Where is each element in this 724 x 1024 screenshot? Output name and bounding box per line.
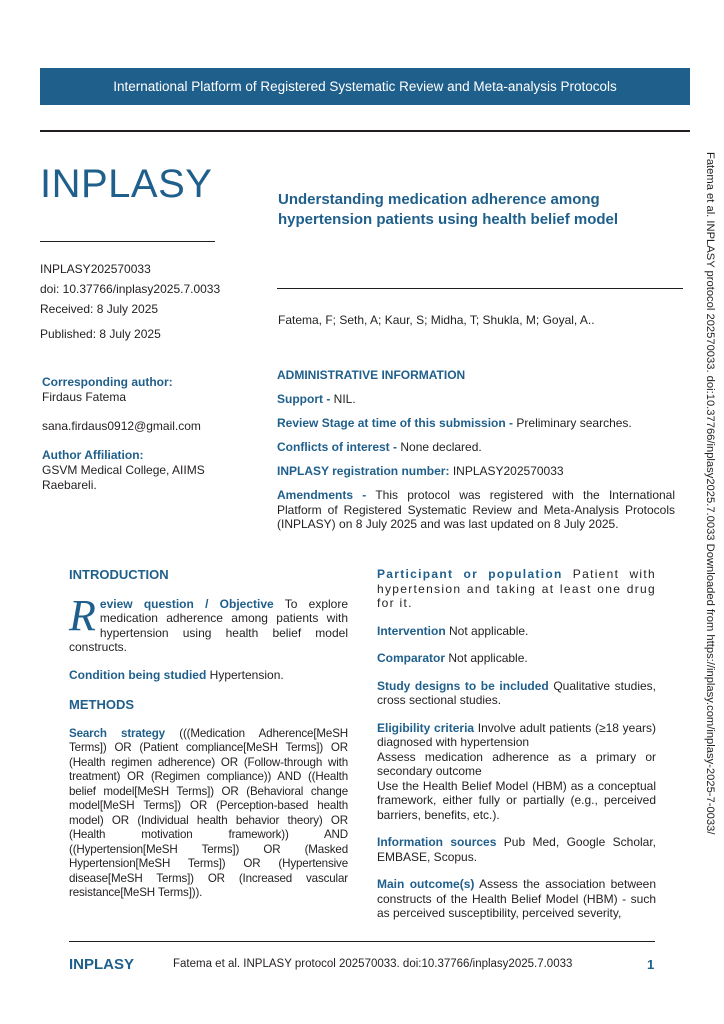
stage-label: Review Stage at time of this submission - [277, 416, 514, 430]
intervention-value: Not applicable. [445, 623, 529, 638]
author-list: Fatema, F; Seth, A; Kaur, S; Midha, T; Shukla, M; Goyal, A.. [278, 313, 595, 327]
header-banner [40, 68, 690, 105]
methods-heading: METHODS [69, 697, 134, 712]
support-line [277, 392, 675, 407]
top-divider [40, 130, 690, 132]
search-strategy [69, 727, 348, 901]
participant [377, 567, 656, 611]
side-download-note: Fatema et al. INPLASY protocol 202570033. doi:10.37766/inplasy2025.7.0033 Downloaded from https://inplasy.com/inplasy-2025-7-0033/ [704, 152, 716, 835]
intervention [377, 624, 656, 639]
eligibility-line-2: Assess medication adherence as a primary or secondary outcome [377, 749, 656, 778]
introduction-heading: INTRODUCTION [69, 567, 169, 582]
conflicts-label: Conflicts of interest - [277, 440, 398, 454]
condition-value: Hypertension. [206, 667, 284, 682]
footer-logo: INPLASY [69, 956, 135, 973]
left-column [69, 568, 348, 914]
designs-label: Study designs to be included [377, 678, 549, 693]
amendments-line [277, 488, 675, 532]
condition-label: Condition being studied [69, 667, 207, 682]
designs-value: Qualitative studies, cross sectional studies. [377, 678, 656, 707]
paper-title: Understanding medication adherence among hypertension patients using health belief model [278, 191, 619, 228]
right-column [377, 567, 656, 934]
search-label: Search strategy [69, 726, 165, 740]
received-date: Received: 8 July 2025 [40, 302, 159, 316]
footer-citation: Fatema et al. INPLASY protocol 202570033. doi:10.37766/inplasy2025.7.0033 [173, 958, 573, 970]
corresponding-label: Corresponding author: [42, 375, 173, 389]
comparator-value: Not applicable. [445, 651, 528, 665]
intervention-label: Intervention [377, 623, 446, 638]
administrative-information [277, 368, 675, 541]
drop-cap: R [69, 590, 96, 640]
support-label: Support - [277, 392, 331, 406]
review-label: eview question / Objective [99, 596, 274, 611]
stage-line [277, 416, 675, 431]
conflicts-value: None declared. [397, 440, 482, 454]
registration-line [277, 464, 675, 479]
participant-label: Participant or population [377, 567, 563, 581]
main-outcomes [377, 877, 656, 921]
admin-heading: ADMINISTRATIVE INFORMATION [277, 368, 466, 382]
outcome-label: Main outcome(s) [377, 877, 475, 891]
banner-text: International Platform of Registered Systematic Review and Meta-analysis Protocols [113, 79, 617, 94]
affiliation-text: GSVM Medical College, AIIMS Raebareli. [42, 463, 205, 492]
author-affiliation [42, 448, 257, 493]
logo-divider [40, 241, 215, 242]
conflicts-line [277, 440, 675, 455]
doi: doi: 10.37766/inplasy2025.7.0033 [40, 282, 221, 296]
eligibility-label: Eligibility criteria [377, 720, 475, 735]
title-divider [277, 288, 683, 289]
review-value: To explore medication adherence among patients with hypertension using health belief model constructs. [69, 596, 349, 654]
review-question [69, 590, 349, 655]
study-designs [377, 679, 656, 708]
corresponding-email[interactable]: sana.firdaus0912@gmail.com [42, 419, 201, 433]
stage-value: Preliminary searches. [513, 416, 632, 430]
inplasy-logo: INPLASY [40, 162, 213, 206]
affiliation-label: Author Affiliation: [42, 448, 144, 462]
published-date: Published: 8 July 2025 [40, 327, 161, 341]
comparator-label: Comparator [377, 651, 446, 665]
comparator [377, 651, 656, 666]
condition-studied [69, 668, 348, 683]
registration-label: INPLASY registration number: [277, 464, 450, 478]
eligibility-line-3: Use the Health Belief Model (HBM) as a conceptual framework, either fully or partially (e.g., perceived barriers, benefits, etc.). [377, 778, 656, 822]
protocol-id: INPLASY202570033 [40, 262, 151, 276]
corresponding-name: Firdaus Fatema [42, 390, 127, 404]
amendments-value: This protocol was registered with the International Platform of Registered Systematic Review and Meta-Analysis Protocols (INPLASY) on 8 July 2025 and was last updated on 8 July 2025. [277, 488, 675, 531]
eligibility-value: Involve adult patients (≥18 years) diagnosed with hypertension [377, 720, 656, 749]
footer-divider [69, 941, 655, 942]
sources-label: Information sources [377, 835, 497, 849]
sources-value: Pub Med, Google Scholar, EMBASE, Scopus. [377, 835, 657, 864]
amendments-label: Amendments - [277, 488, 367, 502]
search-value: (((Medication Adherence[MeSH Terms]) OR (Patient compliance[MeSH Terms]) OR (Health regimen adherence) OR (Follow-through with treatment) OR (Regimen compliance)) AND ((Health belief model[MeSH Terms]) OR (Behavioral change model[MeSH Terms]) OR (Perception-based health model) OR (Individual health behavior theory) OR (Health motivation framework)) AND ((Hypertension[MeSH Terms]) OR (Masked Hypertension[MeSH Terms]) OR (Hypertensive disease[MeSH Terms]) OR (Increased vascular resistance[MeSH Terms])). [69, 726, 348, 899]
page-number: 1 [647, 957, 655, 972]
eligibility-criteria [377, 721, 656, 823]
support-value: NIL. [330, 392, 356, 406]
corresponding-author [42, 375, 257, 434]
outcome-value: Assess the association between constructs of the Health Belief Model (HBM) - such as perceived susceptibility, perceived severity, [377, 877, 657, 920]
registration-value: INPLASY202570033 [449, 464, 564, 478]
participant-value: Patient with hypertension and taking at least one drug for it. [377, 567, 656, 610]
information-sources [377, 835, 656, 864]
